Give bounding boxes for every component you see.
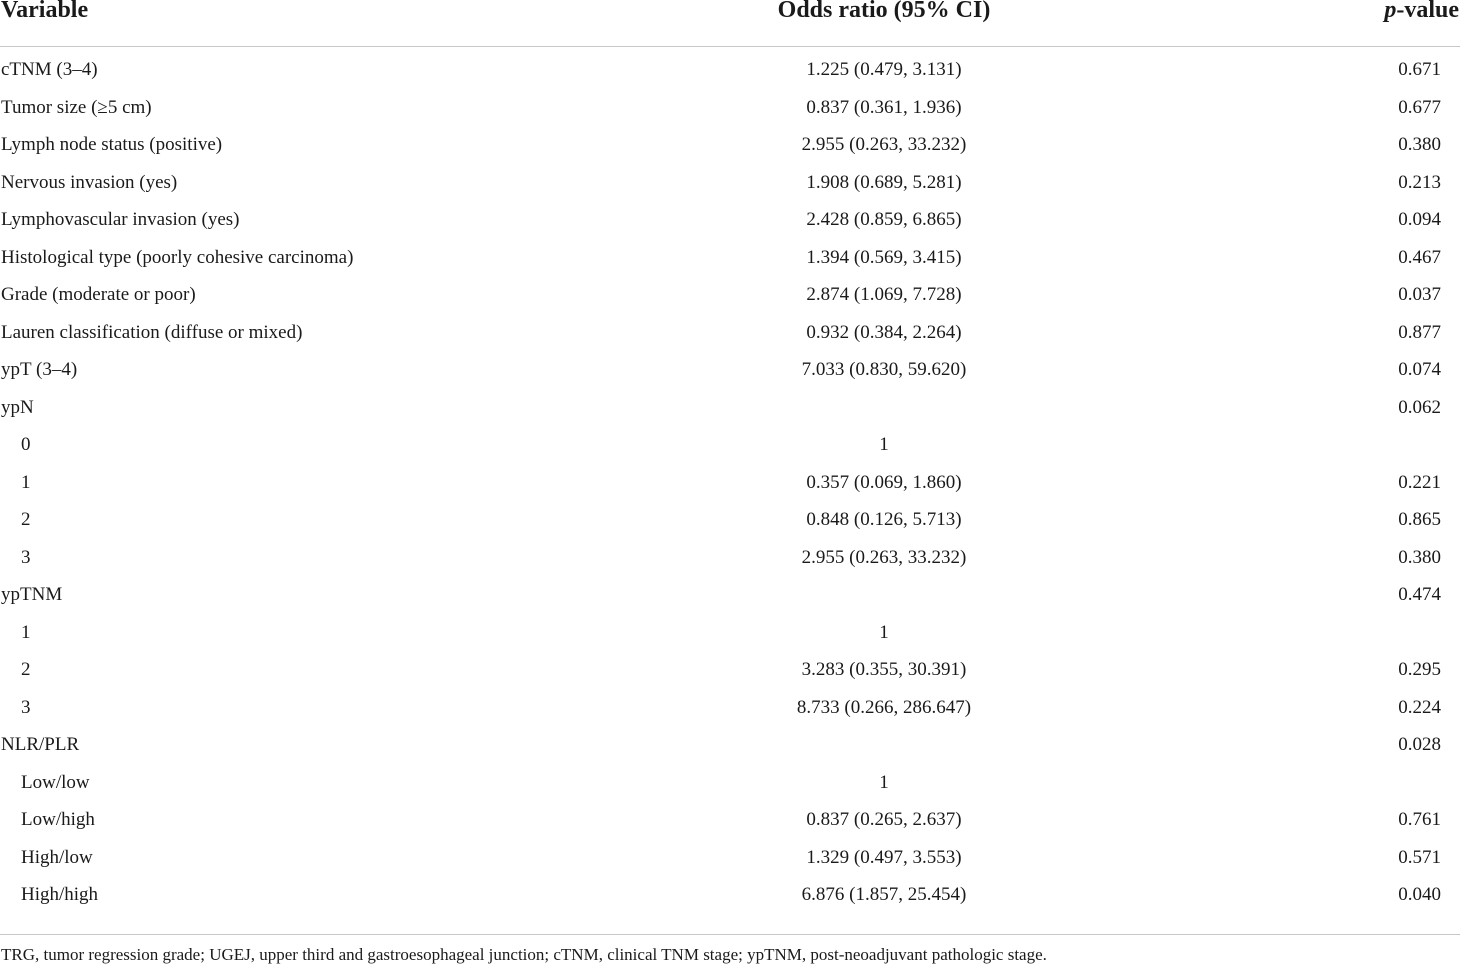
cell-odds-ratio: 2.955 (0.263, 33.232) (801, 546, 967, 568)
cell-variable: 1 (21, 471, 31, 493)
header-odds-ratio: Odds ratio (95% CI) (777, 0, 991, 23)
cell-variable: 3 (21, 546, 31, 568)
cell-odds-ratio: 0.837 (0.361, 1.936) (806, 96, 962, 118)
cell-odds-ratio: 0.357 (0.069, 1.860) (806, 471, 962, 493)
cell-variable: 3 (21, 696, 31, 718)
cell-p-value: 0.295 (1398, 659, 1441, 680)
cell-variable: 1 (21, 621, 31, 643)
table-row (0, 397, 1460, 435)
cell-variable: cTNM (3–4) (1, 59, 98, 80)
table-footnote: TRG, tumor regression grade; UGEJ, upper third and gastroesophageal junction; cTNM, clinical TNM stage; ypTNM, post-neoadjuvant pathologic stage. (1, 945, 1047, 964)
table-row (0, 509, 1460, 547)
cell-variable: Lymph node status (positive) (1, 134, 223, 155)
cell-variable: Nervous invasion (yes) (1, 171, 178, 193)
cell-odds-ratio: 2.874 (1.069, 7.728) (806, 284, 962, 305)
table-body (0, 59, 1460, 922)
table-row (0, 247, 1460, 285)
header-variable: Variable (1, 0, 89, 23)
cell-odds-ratio: 0.932 (0.384, 2.264) (806, 321, 962, 343)
cell-p-value: 0.213 (1398, 171, 1441, 193)
table-row (0, 434, 1460, 472)
table-row (0, 884, 1460, 922)
cell-variable: NLR/PLR (1, 734, 80, 755)
cell-p-value: 0.221 (1398, 471, 1441, 493)
table-row (0, 209, 1460, 247)
cell-odds-ratio: 0.848 (0.126, 5.713) (806, 509, 962, 530)
cell-variable: Tumor size (≥5 cm) (1, 96, 152, 118)
cell-variable: 0 (21, 434, 31, 455)
cell-odds-ratio: 1.908 (0.689, 5.281) (806, 171, 962, 193)
table-row (0, 622, 1460, 660)
cell-odds-ratio: 1.225 (0.479, 3.131) (806, 59, 962, 80)
header-p-value-italic: p (1384, 0, 1397, 23)
table-row (0, 97, 1460, 135)
cell-variable: High/high (21, 884, 99, 905)
table-row (0, 359, 1460, 397)
table-row (0, 59, 1460, 97)
cell-p-value: 0.571 (1398, 846, 1441, 868)
cell-p-value: 0.380 (1398, 134, 1441, 155)
cell-p-value: 0.094 (1398, 209, 1441, 230)
cell-odds-ratio: 7.033 (0.830, 59.620) (801, 359, 967, 380)
cell-variable: Histological type (poorly cohesive carcinoma) (1, 246, 354, 268)
table-row (0, 847, 1460, 885)
table-row (0, 472, 1460, 510)
cell-p-value: 0.028 (1398, 734, 1441, 755)
cell-odds-ratio: 3.283 (0.355, 30.391) (801, 659, 967, 680)
cell-p-value: 0.877 (1398, 321, 1441, 343)
cell-odds-ratio: 0.837 (0.265, 2.637) (806, 809, 962, 830)
header-p-value (1384, 0, 1459, 24)
cell-variable: 2 (21, 509, 31, 530)
cell-variable: Low/low (21, 771, 90, 793)
cell-p-value: 0.380 (1398, 546, 1441, 568)
cell-variable: ypN (1, 396, 34, 418)
table-row (0, 659, 1460, 697)
table-row (0, 172, 1460, 210)
cell-variable: Grade (moderate or poor) (1, 284, 196, 305)
cell-variable: ypT (3–4) (1, 359, 78, 380)
cell-odds-ratio: 8.733 (0.266, 286.647) (796, 696, 972, 718)
footnote-divider (0, 934, 1460, 935)
table-header-row (0, 0, 1460, 47)
table-row (0, 734, 1460, 772)
cell-p-value: 0.467 (1398, 246, 1441, 268)
cell-p-value: 0.677 (1398, 96, 1441, 118)
cell-variable: Lauren classification (diffuse or mixed) (1, 321, 303, 343)
cell-odds-ratio: 1 (879, 434, 889, 455)
cell-p-value: 0.037 (1398, 284, 1441, 305)
header-p-value-rest: -value (1396, 0, 1459, 23)
cell-variable: Low/high (21, 809, 95, 830)
cell-p-value: 0.761 (1398, 809, 1441, 830)
table-row (0, 697, 1460, 735)
cell-p-value: 0.671 (1398, 59, 1441, 80)
cell-odds-ratio: 6.876 (1.857, 25.454) (801, 884, 967, 905)
cell-odds-ratio: 2.955 (0.263, 33.232) (801, 134, 967, 155)
cell-p-value: 0.040 (1398, 884, 1441, 905)
cell-variable: High/low (21, 846, 93, 868)
cell-variable: Lymphovascular invasion (yes) (1, 209, 240, 230)
cell-p-value: 0.474 (1398, 584, 1441, 605)
table-row (0, 809, 1460, 847)
cell-p-value: 0.074 (1398, 359, 1441, 380)
cell-odds-ratio: 1.329 (0.497, 3.553) (806, 846, 962, 868)
cell-variable: 2 (21, 659, 31, 680)
cell-variable: ypTNM (1, 584, 63, 605)
cell-p-value: 0.224 (1398, 696, 1441, 718)
cell-odds-ratio: 2.428 (0.859, 6.865) (806, 209, 962, 230)
cell-odds-ratio: 1 (879, 621, 889, 643)
table-row (0, 134, 1460, 172)
table-row (0, 284, 1460, 322)
table-row (0, 772, 1460, 810)
cell-p-value: 0.062 (1398, 396, 1441, 418)
cell-odds-ratio: 1.394 (0.569, 3.415) (806, 246, 962, 268)
cell-odds-ratio: 1 (879, 771, 889, 793)
table-row (0, 322, 1460, 360)
table-row (0, 547, 1460, 585)
table-row (0, 584, 1460, 622)
cell-p-value: 0.865 (1398, 509, 1441, 530)
